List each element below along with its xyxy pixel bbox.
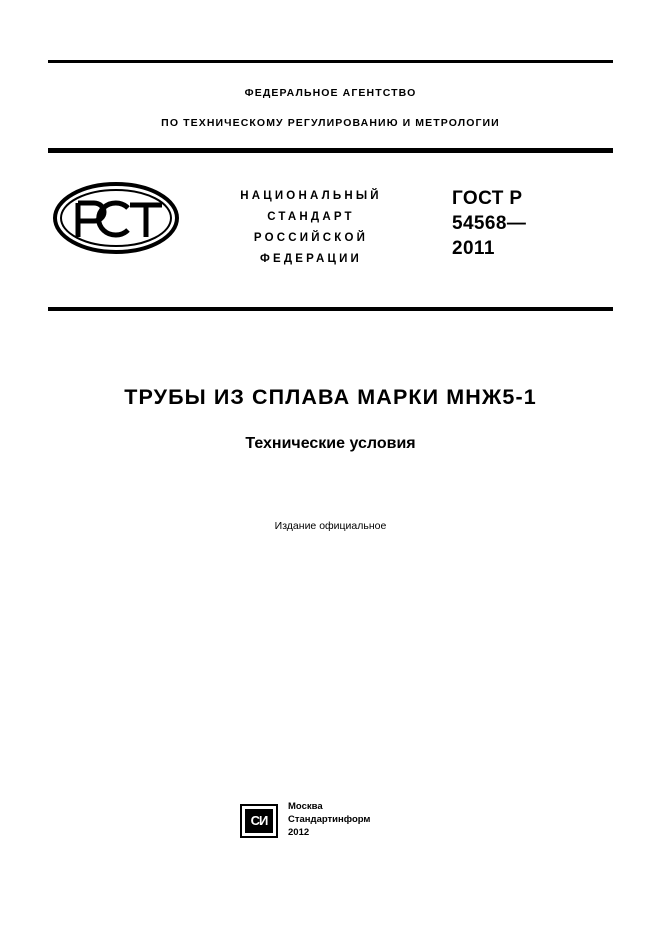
publisher-year: 2012: [288, 827, 310, 838]
publisher-city: Москва: [288, 801, 323, 812]
publisher-footer: [240, 800, 440, 845]
standartinform-logo-letters: СИ: [245, 809, 273, 833]
rst-emblem-icon: [52, 181, 180, 255]
page-title: ТРУБЫ ИЗ СПЛАВА МАРКИ МНЖ5-1: [124, 385, 537, 409]
standard-line-4: ФЕДЕРАЦИИ: [259, 253, 363, 265]
agency-header: [48, 85, 613, 131]
header-rule-top: [48, 60, 613, 63]
agency-line-1: ФЕДЕРАЛЬНОЕ АГЕНТСТВО: [244, 87, 417, 99]
gost-line-1: ГОСТ Р: [452, 188, 523, 209]
agency-line-2: ПО ТЕХНИЧЕСКОМУ РЕГУЛИРОВАНИЮ И МЕТРОЛОГИИ: [161, 117, 500, 129]
gost-line-3: 2011: [452, 238, 495, 259]
publisher-text: [288, 800, 438, 839]
standard-block: [196, 186, 426, 270]
standartinform-logo-icon: [240, 804, 278, 838]
page-subtitle: Технические условия: [245, 435, 416, 452]
publisher-name: Стандартинформ: [288, 814, 371, 825]
edition-note: Издание официальное: [274, 520, 387, 532]
gost-number-block: [452, 186, 632, 261]
standard-line-2: СТАНДАРТ: [267, 211, 355, 223]
header-rule-middle: [48, 148, 613, 153]
standard-line-3: РОССИЙСКОЙ: [253, 232, 369, 244]
gost-line-2: 54568—: [452, 213, 527, 234]
standard-line-1: НАЦИОНАЛЬНЫЙ: [240, 190, 382, 202]
header-rule-bottom: [48, 307, 613, 311]
